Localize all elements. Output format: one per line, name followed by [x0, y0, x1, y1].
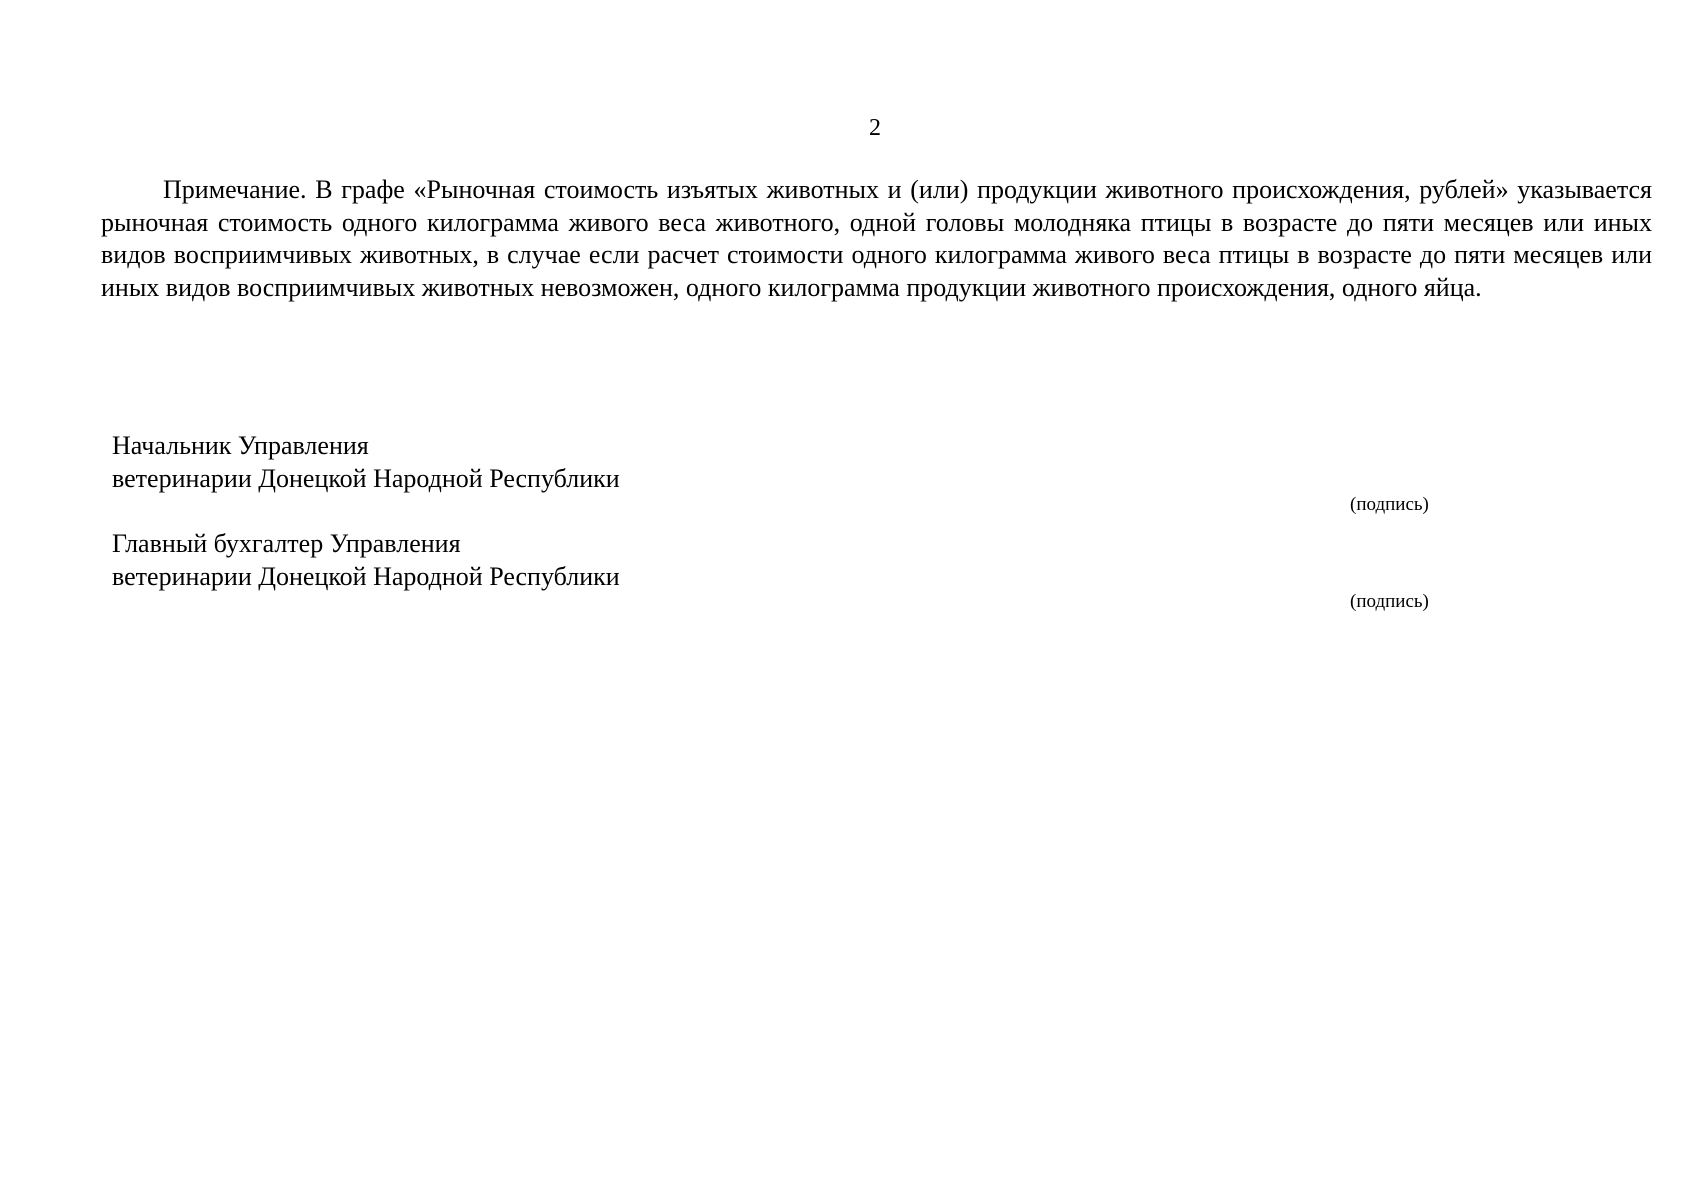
- signature-caption: (подпись): [1350, 494, 1429, 515]
- signatory-position-title: Начальник Управления: [112, 431, 369, 460]
- note-paragraph: Примечание. В графе «Рыночная стоимость изъятых животных и (или) продукции животного происхождения, рублей» указывается рыночная стоимость одного килограмма живого веса животного, одной головы молодняка птицы в возрасте до пяти месяцев или иных видов восприимчивых животных, в случае если расчет стоимости одного килограмма живого веса птицы в возрасте до пяти месяцев или иных видов восприимчивых животных невозможен, одного килограмма продукции животного происхождения, одного яйца.: [101, 175, 1652, 302]
- signature-block-head: [112, 429, 620, 495]
- signatory-position-title: Главный бухгалтер Управления: [112, 529, 461, 558]
- signature-caption: (подпись): [1350, 591, 1429, 612]
- signature-block-accountant: [112, 527, 620, 593]
- page-number: 2: [869, 115, 881, 141]
- signatory-organization: ветеринарии Донецкой Народной Республики: [112, 464, 620, 493]
- signatory-organization: ветеринарии Донецкой Народной Республики: [112, 562, 620, 591]
